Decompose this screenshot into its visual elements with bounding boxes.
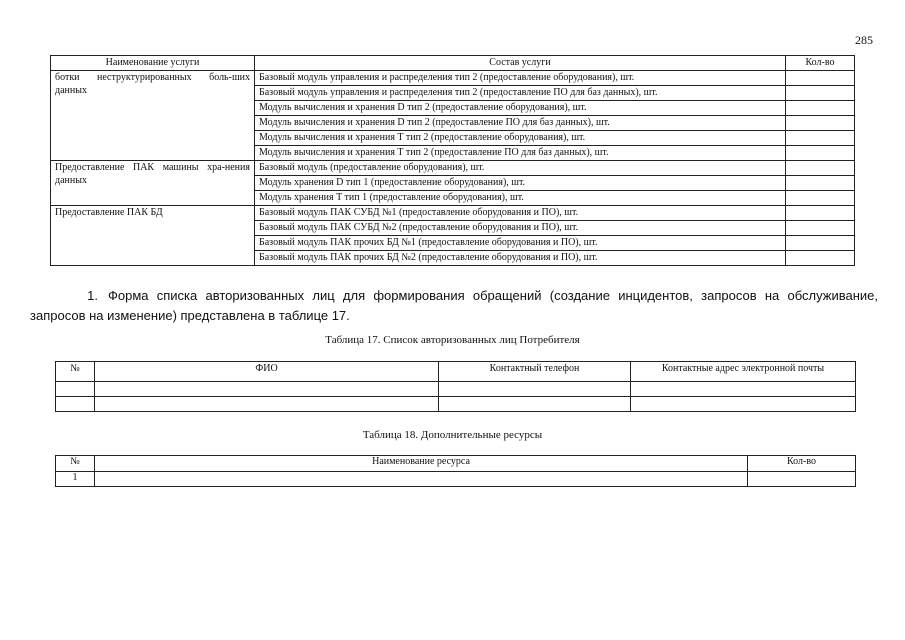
quantity-cell bbox=[786, 206, 855, 221]
service-item-cell: Модуль вычисления и хранения D тип 2 (предоставление ПО для баз данных), шт. bbox=[255, 116, 786, 131]
service-item-cell: Базовый модуль управления и распределения тип 2 (предоставление ПО для баз данных), шт. bbox=[255, 86, 786, 101]
number-cell bbox=[56, 397, 95, 412]
column-header-quantity: Кол-во bbox=[748, 456, 856, 472]
authorized-persons-table bbox=[55, 361, 856, 412]
table-row bbox=[51, 161, 855, 176]
quantity-cell bbox=[786, 161, 855, 176]
table-header-row bbox=[56, 456, 856, 472]
resource-name-cell bbox=[95, 472, 748, 487]
column-header-number: № bbox=[56, 362, 95, 382]
quantity-cell bbox=[786, 71, 855, 86]
service-item-cell: Модуль хранения D тип 1 (предоставление оборудования), шт. bbox=[255, 176, 786, 191]
service-item-cell: Базовый модуль управления и распределения тип 2 (предоставление оборудования), шт. bbox=[255, 71, 786, 86]
phone-cell bbox=[439, 382, 631, 397]
paragraph-text: Форма списка авторизованных лиц для формирования обращений (создание инцидентов, запросов на обслуживание, запросов на изменение) представлена в таблице 17. bbox=[30, 288, 878, 323]
service-item-cell: Модуль вычисления и хранения D тип 2 (предоставление оборудования), шт. bbox=[255, 101, 786, 116]
email-cell bbox=[631, 397, 856, 412]
column-header-service-composition: Состав услуги bbox=[255, 56, 786, 71]
full-name-cell bbox=[95, 397, 439, 412]
page-number: 285 bbox=[855, 33, 873, 47]
table-row bbox=[56, 472, 856, 487]
service-item-cell: Базовый модуль ПАК СУБД №1 (предоставление оборудования и ПО), шт. bbox=[255, 206, 786, 221]
quantity-cell bbox=[786, 191, 855, 206]
quantity-cell bbox=[786, 101, 855, 116]
quantity-cell bbox=[786, 236, 855, 251]
service-item-cell: Базовый модуль ПАК СУБД №2 (предоставление оборудования и ПО), шт. bbox=[255, 221, 786, 236]
table-header-row bbox=[51, 56, 855, 71]
table17-caption: Таблица 17. Список авторизованных лиц Потребителя bbox=[325, 334, 580, 346]
table-row bbox=[51, 206, 855, 221]
table-header-row bbox=[56, 362, 856, 382]
quantity-cell bbox=[786, 146, 855, 161]
column-header-quantity: Кол-во bbox=[786, 56, 855, 71]
quantity-cell bbox=[786, 176, 855, 191]
full-name-cell bbox=[95, 382, 439, 397]
quantity-cell bbox=[786, 116, 855, 131]
quantity-cell bbox=[748, 472, 856, 487]
phone-cell bbox=[439, 397, 631, 412]
service-name-cell: Предоставление ПАК машины хра-нения данных bbox=[51, 161, 255, 206]
column-header-number: № bbox=[56, 456, 95, 472]
service-item-cell: Модуль вычисления и хранения T тип 2 (предоставление ПО для баз данных), шт. bbox=[255, 146, 786, 161]
email-cell bbox=[631, 382, 856, 397]
column-header-resource-name: Наименование ресурса bbox=[95, 456, 748, 472]
number-cell: 1 bbox=[56, 472, 95, 487]
number-cell bbox=[56, 382, 95, 397]
quantity-cell bbox=[786, 221, 855, 236]
service-item-cell: Модуль вычисления и хранения T тип 2 (предоставление оборудования), шт. bbox=[255, 131, 786, 146]
service-item-cell: Базовый модуль ПАК прочих БД №2 (предоставление оборудования и ПО), шт. bbox=[255, 251, 786, 266]
additional-resources-table bbox=[55, 455, 856, 487]
quantity-cell bbox=[786, 251, 855, 266]
column-header-service-name: Наименование услуги bbox=[51, 56, 255, 71]
paragraph-number: 1. bbox=[87, 288, 98, 303]
column-header-phone: Контактный телефон bbox=[439, 362, 631, 382]
quantity-cell bbox=[786, 131, 855, 146]
table-row bbox=[56, 397, 856, 412]
table-row bbox=[51, 71, 855, 86]
service-name-cell: Предоставление ПАК БД bbox=[51, 206, 255, 266]
table18-caption: Таблица 18. Дополнительные ресурсы bbox=[362, 429, 543, 441]
services-table bbox=[50, 55, 855, 266]
column-header-full-name: ФИО bbox=[95, 362, 439, 382]
quantity-cell bbox=[786, 86, 855, 101]
numbered-paragraph bbox=[30, 286, 878, 326]
table-row bbox=[56, 382, 856, 397]
service-name-cell: ботки неструктурированных боль-ших данных bbox=[51, 71, 255, 161]
service-item-cell: Модуль хранения T тип 1 (предоставление оборудования), шт. bbox=[255, 191, 786, 206]
service-item-cell: Базовый модуль ПАК прочих БД №1 (предоставление оборудования и ПО), шт. bbox=[255, 236, 786, 251]
column-header-email: Контактные адрес электронной почты bbox=[631, 362, 856, 382]
service-item-cell: Базовый модуль (предоставление оборудования), шт. bbox=[255, 161, 786, 176]
